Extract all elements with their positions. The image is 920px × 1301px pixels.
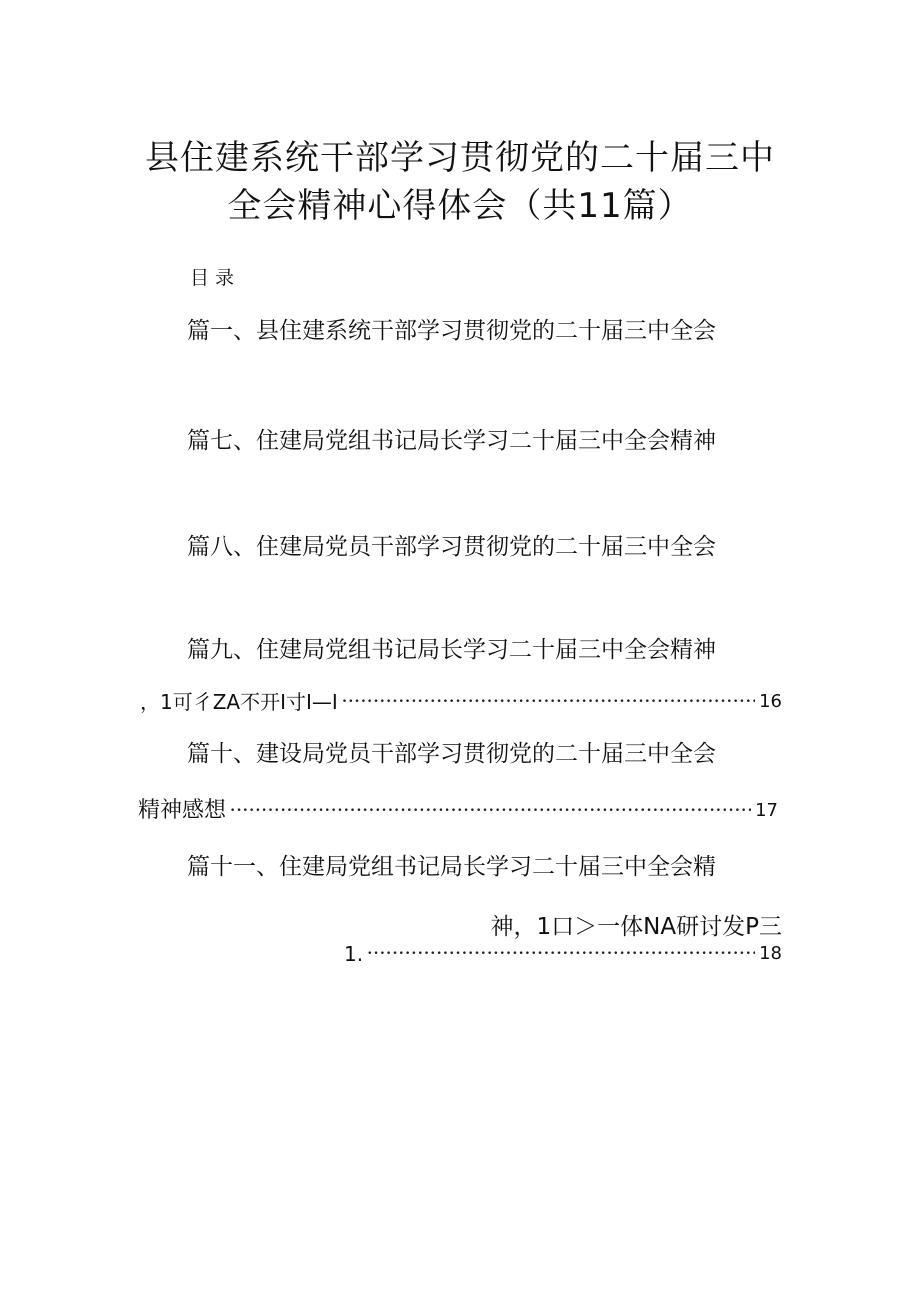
document-title-line-2: 全会精神心得体会（共11篇） xyxy=(227,186,693,226)
toc-entry-10: 篇十、建设局党员干部学习贯彻党的二十届三中全会 xyxy=(187,741,716,767)
toc-entry-9-leader-row xyxy=(140,688,782,714)
toc-entry-9: 篇九、住建局党组书记局长学习二十届三中全会精神 xyxy=(187,637,716,663)
dot-leader xyxy=(230,797,751,823)
toc-entry-7: 篇七、住建局党组书记局长学习二十届三中全会精神 xyxy=(187,428,716,454)
toc-entry-10-page: 17 xyxy=(755,799,778,821)
dot-leader xyxy=(367,940,755,966)
toc-entry-9-continuation: ，1可彳ZA不开I寸I—I xyxy=(140,689,338,714)
dot-leader xyxy=(342,688,755,714)
toc-entry-11-page: 18 xyxy=(759,942,782,964)
toc-entry-11: 篇十一、住建局党组书记局长学习二十届三中全会精 xyxy=(187,854,716,880)
toc-entry-11-continuation: 神，1口＞一体NA研讨发P三 xyxy=(490,914,782,940)
toc-entry-9-page: 16 xyxy=(759,690,782,712)
toc-entry-10-leader-row xyxy=(138,797,778,823)
document-title-line-1: 县住建系统干部学习贯彻党的二十届三中 xyxy=(145,138,775,178)
toc-entry-11-continuation-2: 1. xyxy=(344,941,364,966)
toc-entry-10-continuation: 精神感想 xyxy=(138,797,227,823)
toc-entry-1: 篇一、县住建系统干部学习贯彻党的二十届三中全会 xyxy=(187,318,716,344)
toc-entry-8: 篇八、住建局党员干部学习贯彻党的二十届三中全会 xyxy=(187,534,716,560)
toc-entry-11-leader-row xyxy=(344,940,782,966)
toc-heading: 目录 xyxy=(190,267,241,289)
